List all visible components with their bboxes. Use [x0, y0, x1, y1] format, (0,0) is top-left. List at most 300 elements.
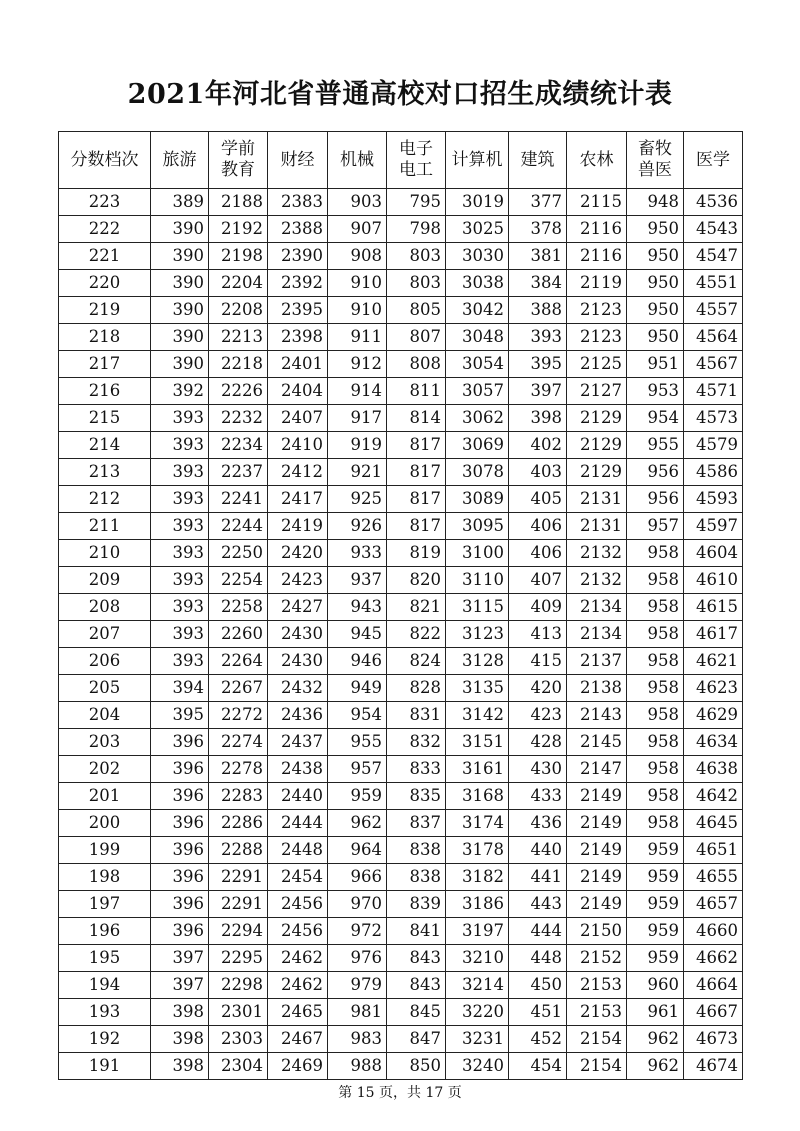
- column-header-label: 分数档次: [70, 149, 139, 170]
- count-cell: 2116: [567, 243, 627, 270]
- count-cell: 2132: [567, 567, 627, 594]
- count-cell: 2213: [209, 324, 268, 351]
- count-cell: 377: [509, 189, 567, 216]
- count-cell: 910: [328, 297, 387, 324]
- count-cell: 950: [627, 324, 684, 351]
- count-cell: 956: [627, 486, 684, 513]
- count-cell: 2419: [268, 513, 328, 540]
- count-cell: 981: [328, 999, 387, 1026]
- count-cell: 398: [151, 1026, 209, 1053]
- count-cell: 420: [509, 675, 567, 702]
- count-cell: 2465: [268, 999, 328, 1026]
- count-cell: 820: [387, 567, 446, 594]
- table-row: [59, 540, 743, 567]
- count-cell: 948: [627, 189, 684, 216]
- count-cell: 2420: [268, 540, 328, 567]
- score-cell: 209: [59, 567, 151, 594]
- count-cell: 2456: [268, 918, 328, 945]
- count-cell: 845: [387, 999, 446, 1026]
- table-row: [59, 999, 743, 1026]
- table-row: [59, 324, 743, 351]
- count-cell: 2423: [268, 567, 328, 594]
- count-cell: 4638: [684, 756, 743, 783]
- count-cell: 436: [509, 810, 567, 837]
- table-row: [59, 810, 743, 837]
- column-header-label: 计算机: [451, 149, 503, 170]
- count-cell: 817: [387, 513, 446, 540]
- count-cell: 378: [509, 216, 567, 243]
- count-cell: 3135: [446, 675, 509, 702]
- page-title: 2021年河北省普通高校对口招生成绩统计表: [127, 79, 673, 110]
- count-cell: 2244: [209, 513, 268, 540]
- score-cell: 193: [59, 999, 151, 1026]
- count-cell: 2137: [567, 648, 627, 675]
- count-cell: 958: [627, 783, 684, 810]
- table-row: [59, 513, 743, 540]
- count-cell: 2258: [209, 594, 268, 621]
- count-cell: 2274: [209, 729, 268, 756]
- count-cell: 953: [627, 378, 684, 405]
- count-cell: 958: [627, 648, 684, 675]
- count-cell: 4573: [684, 405, 743, 432]
- count-cell: 2154: [567, 1053, 627, 1080]
- count-cell: 970: [328, 891, 387, 918]
- count-cell: 454: [509, 1053, 567, 1080]
- column-header-label: 学前: [221, 139, 255, 159]
- count-cell: 396: [151, 729, 209, 756]
- count-cell: 396: [151, 756, 209, 783]
- count-cell: 2395: [268, 297, 328, 324]
- score-cell: 197: [59, 891, 151, 918]
- count-cell: 979: [328, 972, 387, 999]
- count-cell: 3019: [446, 189, 509, 216]
- count-cell: 2410: [268, 432, 328, 459]
- count-cell: 2145: [567, 729, 627, 756]
- column-header: [684, 132, 743, 189]
- count-cell: 946: [328, 648, 387, 675]
- count-cell: 959: [627, 945, 684, 972]
- count-cell: 393: [151, 459, 209, 486]
- count-cell: 957: [328, 756, 387, 783]
- count-cell: 2123: [567, 297, 627, 324]
- count-cell: 837: [387, 810, 446, 837]
- count-cell: 4547: [684, 243, 743, 270]
- count-cell: 4551: [684, 270, 743, 297]
- count-cell: 908: [328, 243, 387, 270]
- column-header-label: 机械: [340, 149, 374, 170]
- count-cell: 4597: [684, 513, 743, 540]
- count-cell: 4593: [684, 486, 743, 513]
- count-cell: 4655: [684, 864, 743, 891]
- count-cell: 954: [627, 405, 684, 432]
- score-cell: 206: [59, 648, 151, 675]
- count-cell: 843: [387, 945, 446, 972]
- count-cell: 814: [387, 405, 446, 432]
- count-cell: 395: [509, 351, 567, 378]
- count-cell: 393: [151, 513, 209, 540]
- score-cell: 207: [59, 621, 151, 648]
- count-cell: 4536: [684, 189, 743, 216]
- count-cell: 3174: [446, 810, 509, 837]
- count-cell: 2150: [567, 918, 627, 945]
- count-cell: 2237: [209, 459, 268, 486]
- count-cell: 4586: [684, 459, 743, 486]
- count-cell: 2427: [268, 594, 328, 621]
- score-cell: 205: [59, 675, 151, 702]
- score-cell: 213: [59, 459, 151, 486]
- column-header-label: 电子: [399, 139, 433, 159]
- count-cell: 390: [151, 243, 209, 270]
- table-row: [59, 189, 743, 216]
- count-cell: 4621: [684, 648, 743, 675]
- count-cell: 960: [627, 972, 684, 999]
- score-cell: 198: [59, 864, 151, 891]
- count-cell: 817: [387, 486, 446, 513]
- count-cell: 2437: [268, 729, 328, 756]
- count-cell: 833: [387, 756, 446, 783]
- count-cell: 2462: [268, 972, 328, 999]
- count-cell: 2188: [209, 189, 268, 216]
- count-cell: 2132: [567, 540, 627, 567]
- count-cell: 959: [627, 837, 684, 864]
- count-cell: 3220: [446, 999, 509, 1026]
- count-cell: 2294: [209, 918, 268, 945]
- count-cell: 2149: [567, 891, 627, 918]
- table-row: [59, 972, 743, 999]
- column-header: [446, 132, 509, 189]
- count-cell: 937: [328, 567, 387, 594]
- count-cell: 392: [151, 378, 209, 405]
- count-cell: 972: [328, 918, 387, 945]
- count-cell: 415: [509, 648, 567, 675]
- count-cell: 406: [509, 513, 567, 540]
- count-cell: 2198: [209, 243, 268, 270]
- count-cell: 798: [387, 216, 446, 243]
- count-cell: 2129: [567, 432, 627, 459]
- count-cell: 2304: [209, 1053, 268, 1080]
- count-cell: 4567: [684, 351, 743, 378]
- count-cell: 2226: [209, 378, 268, 405]
- count-cell: 2390: [268, 243, 328, 270]
- count-cell: 2264: [209, 648, 268, 675]
- column-header-label: 教育: [221, 160, 255, 180]
- count-cell: 4657: [684, 891, 743, 918]
- count-cell: 2232: [209, 405, 268, 432]
- column-header-label: 农林: [579, 149, 614, 170]
- count-cell: 958: [627, 756, 684, 783]
- count-cell: 3110: [446, 567, 509, 594]
- table-row: [59, 297, 743, 324]
- count-cell: 4664: [684, 972, 743, 999]
- count-cell: 3240: [446, 1053, 509, 1080]
- table-row: [59, 1026, 743, 1053]
- table-row: [59, 702, 743, 729]
- count-cell: 817: [387, 432, 446, 459]
- count-cell: 962: [627, 1053, 684, 1080]
- count-cell: 951: [627, 351, 684, 378]
- count-cell: 959: [627, 918, 684, 945]
- count-cell: 433: [509, 783, 567, 810]
- count-cell: 919: [328, 432, 387, 459]
- count-cell: 795: [387, 189, 446, 216]
- count-cell: 2462: [268, 945, 328, 972]
- count-cell: 4564: [684, 324, 743, 351]
- column-header-label: 建筑: [520, 149, 555, 170]
- count-cell: 2432: [268, 675, 328, 702]
- count-cell: 2454: [268, 864, 328, 891]
- count-cell: 958: [627, 567, 684, 594]
- count-cell: 4634: [684, 729, 743, 756]
- count-cell: 452: [509, 1026, 567, 1053]
- count-cell: 2430: [268, 621, 328, 648]
- count-cell: 2440: [268, 783, 328, 810]
- count-cell: 390: [151, 324, 209, 351]
- count-cell: 907: [328, 216, 387, 243]
- count-cell: 413: [509, 621, 567, 648]
- score-cell: 212: [59, 486, 151, 513]
- count-cell: 2295: [209, 945, 268, 972]
- count-cell: 407: [509, 567, 567, 594]
- count-cell: 950: [627, 243, 684, 270]
- count-cell: 2401: [268, 351, 328, 378]
- count-cell: 4617: [684, 621, 743, 648]
- count-cell: 2469: [268, 1053, 328, 1080]
- count-cell: 409: [509, 594, 567, 621]
- column-header-label: 财经: [280, 149, 315, 170]
- count-cell: 3142: [446, 702, 509, 729]
- count-cell: 2298: [209, 972, 268, 999]
- count-cell: 2125: [567, 351, 627, 378]
- count-cell: 384: [509, 270, 567, 297]
- count-cell: 3062: [446, 405, 509, 432]
- count-cell: 950: [627, 216, 684, 243]
- column-header-label: 畜牧: [638, 139, 672, 159]
- count-cell: 808: [387, 351, 446, 378]
- count-cell: 2149: [567, 810, 627, 837]
- count-cell: 3054: [446, 351, 509, 378]
- count-cell: 2278: [209, 756, 268, 783]
- count-cell: 4642: [684, 783, 743, 810]
- count-cell: 911: [328, 324, 387, 351]
- score-cell: 223: [59, 189, 151, 216]
- table-row: [59, 918, 743, 945]
- table-row: [59, 621, 743, 648]
- table-row: [59, 216, 743, 243]
- count-cell: 959: [627, 891, 684, 918]
- count-cell: 4543: [684, 216, 743, 243]
- count-cell: 444: [509, 918, 567, 945]
- count-cell: 3214: [446, 972, 509, 999]
- count-cell: 393: [151, 567, 209, 594]
- count-cell: 976: [328, 945, 387, 972]
- count-cell: 3078: [446, 459, 509, 486]
- count-cell: 2119: [567, 270, 627, 297]
- count-cell: 396: [151, 810, 209, 837]
- count-cell: 912: [328, 351, 387, 378]
- count-cell: 393: [151, 621, 209, 648]
- count-cell: 2254: [209, 567, 268, 594]
- count-cell: 3168: [446, 783, 509, 810]
- count-cell: 2129: [567, 459, 627, 486]
- count-cell: 2153: [567, 972, 627, 999]
- count-cell: 3178: [446, 837, 509, 864]
- count-cell: 3057: [446, 378, 509, 405]
- count-cell: 962: [328, 810, 387, 837]
- count-cell: 4629: [684, 702, 743, 729]
- count-cell: 966: [328, 864, 387, 891]
- count-cell: 2283: [209, 783, 268, 810]
- count-cell: 393: [151, 486, 209, 513]
- count-cell: 3115: [446, 594, 509, 621]
- count-cell: 393: [151, 405, 209, 432]
- count-cell: 393: [151, 540, 209, 567]
- count-cell: 393: [151, 648, 209, 675]
- count-cell: 2417: [268, 486, 328, 513]
- count-cell: 2131: [567, 486, 627, 513]
- count-cell: 2383: [268, 189, 328, 216]
- count-cell: 2448: [268, 837, 328, 864]
- score-cell: 201: [59, 783, 151, 810]
- count-cell: 2153: [567, 999, 627, 1026]
- count-cell: 843: [387, 972, 446, 999]
- count-cell: 393: [509, 324, 567, 351]
- count-cell: 3038: [446, 270, 509, 297]
- count-cell: 440: [509, 837, 567, 864]
- count-cell: 926: [328, 513, 387, 540]
- table-row: [59, 405, 743, 432]
- count-cell: 2436: [268, 702, 328, 729]
- count-cell: 807: [387, 324, 446, 351]
- count-cell: 397: [151, 972, 209, 999]
- column-header: [209, 132, 268, 189]
- score-cell: 208: [59, 594, 151, 621]
- count-cell: 3030: [446, 243, 509, 270]
- count-cell: 822: [387, 621, 446, 648]
- score-cell: 196: [59, 918, 151, 945]
- count-cell: 957: [627, 513, 684, 540]
- count-cell: 2138: [567, 675, 627, 702]
- count-cell: 2438: [268, 756, 328, 783]
- count-cell: 4615: [684, 594, 743, 621]
- column-header: [59, 132, 151, 189]
- column-header: [151, 132, 209, 189]
- count-cell: 962: [627, 1026, 684, 1053]
- count-cell: 2234: [209, 432, 268, 459]
- count-cell: 4660: [684, 918, 743, 945]
- count-cell: 390: [151, 270, 209, 297]
- table-row: [59, 891, 743, 918]
- count-cell: 3100: [446, 540, 509, 567]
- count-cell: 955: [328, 729, 387, 756]
- count-cell: 3089: [446, 486, 509, 513]
- count-cell: 903: [328, 189, 387, 216]
- score-cell: 215: [59, 405, 151, 432]
- count-cell: 4610: [684, 567, 743, 594]
- score-table: [58, 131, 743, 1080]
- score-cell: 199: [59, 837, 151, 864]
- count-cell: 821: [387, 594, 446, 621]
- score-cell: 191: [59, 1053, 151, 1080]
- score-cell: 202: [59, 756, 151, 783]
- table-row: [59, 351, 743, 378]
- count-cell: 2291: [209, 864, 268, 891]
- count-cell: 396: [151, 783, 209, 810]
- count-cell: 850: [387, 1053, 446, 1080]
- page-footer: 第 15 页，共 17 页: [338, 1085, 462, 1101]
- count-cell: 398: [151, 999, 209, 1026]
- count-cell: 2204: [209, 270, 268, 297]
- count-cell: 2115: [567, 189, 627, 216]
- count-cell: 958: [627, 810, 684, 837]
- table-row: [59, 459, 743, 486]
- count-cell: 428: [509, 729, 567, 756]
- count-cell: 396: [151, 891, 209, 918]
- score-cell: 204: [59, 702, 151, 729]
- count-cell: 3210: [446, 945, 509, 972]
- score-cell: 218: [59, 324, 151, 351]
- count-cell: 959: [627, 864, 684, 891]
- count-cell: 958: [627, 621, 684, 648]
- count-cell: 933: [328, 540, 387, 567]
- count-cell: 430: [509, 756, 567, 783]
- count-cell: 396: [151, 837, 209, 864]
- count-cell: 4623: [684, 675, 743, 702]
- count-cell: 451: [509, 999, 567, 1026]
- count-cell: 2241: [209, 486, 268, 513]
- score-cell: 192: [59, 1026, 151, 1053]
- column-header: [387, 132, 446, 189]
- count-cell: 2260: [209, 621, 268, 648]
- count-cell: 958: [627, 540, 684, 567]
- count-cell: 983: [328, 1026, 387, 1053]
- column-header-label: 旅游: [162, 149, 197, 170]
- count-cell: 819: [387, 540, 446, 567]
- count-cell: 831: [387, 702, 446, 729]
- count-cell: 3182: [446, 864, 509, 891]
- column-header: [328, 132, 387, 189]
- table-row: [59, 783, 743, 810]
- count-cell: 954: [328, 702, 387, 729]
- count-cell: 2444: [268, 810, 328, 837]
- count-cell: 2123: [567, 324, 627, 351]
- count-cell: 832: [387, 729, 446, 756]
- count-cell: 405: [509, 486, 567, 513]
- count-cell: 394: [151, 675, 209, 702]
- count-cell: 3128: [446, 648, 509, 675]
- count-cell: 838: [387, 837, 446, 864]
- count-cell: 2129: [567, 405, 627, 432]
- count-cell: 390: [151, 351, 209, 378]
- count-cell: 4645: [684, 810, 743, 837]
- count-cell: 2407: [268, 405, 328, 432]
- count-cell: 811: [387, 378, 446, 405]
- count-cell: 835: [387, 783, 446, 810]
- count-cell: 3095: [446, 513, 509, 540]
- count-cell: 450: [509, 972, 567, 999]
- count-cell: 441: [509, 864, 567, 891]
- count-cell: 402: [509, 432, 567, 459]
- count-cell: 397: [151, 945, 209, 972]
- score-cell: 195: [59, 945, 151, 972]
- count-cell: 2149: [567, 864, 627, 891]
- count-cell: 2127: [567, 378, 627, 405]
- table-row: [59, 378, 743, 405]
- table-row: [59, 243, 743, 270]
- count-cell: 959: [328, 783, 387, 810]
- count-cell: 3161: [446, 756, 509, 783]
- score-cell: 216: [59, 378, 151, 405]
- count-cell: 2303: [209, 1026, 268, 1053]
